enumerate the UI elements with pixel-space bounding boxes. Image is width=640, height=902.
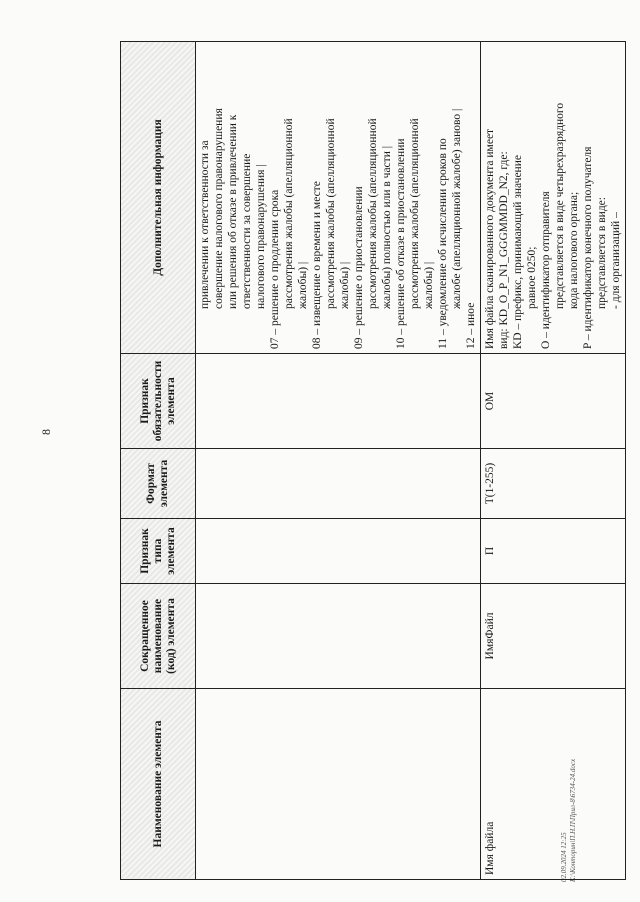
info-line: Имя файла сканированного документа имеет — [484, 128, 496, 349]
cell-code: ИмяФайл — [481, 584, 626, 689]
cell-name: Имя файла — [481, 689, 626, 880]
info-line: жалобы) | — [339, 261, 351, 309]
info-line: 08 – извещение о времени и месте — [311, 181, 323, 349]
header-element-required: Признак обязательности элемента — [121, 354, 196, 449]
info-line: жалобы) полностью или в части | — [381, 145, 393, 309]
info-line: равное 0250; — [526, 246, 538, 309]
info-line: привлечении к ответственности за — [199, 140, 211, 309]
cell-info — [196, 42, 481, 354]
cell-required: ОМ — [481, 354, 626, 449]
header-element-format: Формат элемента — [121, 449, 196, 519]
info-line: жалобы) | — [423, 261, 435, 309]
elements-table — [120, 41, 626, 880]
info-line: ответственности за совершение — [241, 153, 253, 309]
cell-code — [196, 584, 481, 689]
info-line: жалобы) | — [297, 261, 309, 309]
cell-format: T(1-255) — [481, 449, 626, 519]
footer-path: K:\Конторин\П.Н.П\Прил-8\6734-24.docx — [569, 758, 577, 882]
info-line: O – идентификатор отправителя — [540, 191, 552, 349]
info-line: представляется в виде четырехразрядного — [554, 102, 566, 309]
info-line: - для организаций – — [610, 212, 622, 309]
info-line: KD – префикс, принимающий значение — [512, 155, 524, 349]
info-line: P – идентификатор конечного получателя — [582, 146, 594, 349]
info-line: рассмотрения жалобы (апелляционной — [325, 118, 337, 309]
table-header-row — [121, 42, 196, 880]
header-element-type: Признак типа элемента — [121, 519, 196, 584]
page-number: 8 — [38, 429, 53, 435]
cell-type: П — [481, 519, 626, 584]
info-line: 09 – решение о приостановлении — [353, 186, 365, 349]
info-line: налогового правонарушения | — [255, 164, 267, 309]
info-line: 10 – решение об отказе в приостановлении — [395, 138, 407, 349]
info-line: или решения об отказе в привлечении к — [227, 114, 239, 309]
info-line: вид: KD_O_P_N1_GGGMMDD_N2, где: — [498, 151, 510, 349]
cell-required — [196, 354, 481, 449]
cell-type — [196, 519, 481, 584]
header-element-name: Наименование элемента — [121, 689, 196, 880]
info-line: рассмотрения жалобы (апелляционной — [283, 118, 295, 309]
info-line: 12 – иное — [465, 302, 477, 349]
info-line: совершение налогового правонарушения — [213, 108, 225, 309]
info-line: 07 – решение о продлении срока — [269, 189, 281, 349]
info-line: кода налогового органа; — [568, 191, 580, 309]
table-row — [196, 42, 481, 880]
info-line: рассмотрения жалобы (апелляционной — [409, 118, 421, 309]
header-element-code: Сокращенное наименование (код) элемента — [121, 584, 196, 689]
table-row — [481, 42, 626, 880]
footer-date: 02.09.2024 12:25 — [560, 832, 568, 882]
cell-format — [196, 449, 481, 519]
info-line: представляется в виде: — [596, 197, 608, 309]
info-line: рассмотрения жалобы (апелляционной — [367, 118, 379, 309]
header-additional-info: Дополнительная информация — [121, 42, 196, 354]
cell-name — [196, 689, 481, 880]
info-line: 11 – уведомление об исчислении сроков по — [437, 138, 449, 349]
cell-info — [481, 42, 626, 354]
info-line: жалобе (апелляционной жалобе) заново | — [451, 108, 463, 309]
